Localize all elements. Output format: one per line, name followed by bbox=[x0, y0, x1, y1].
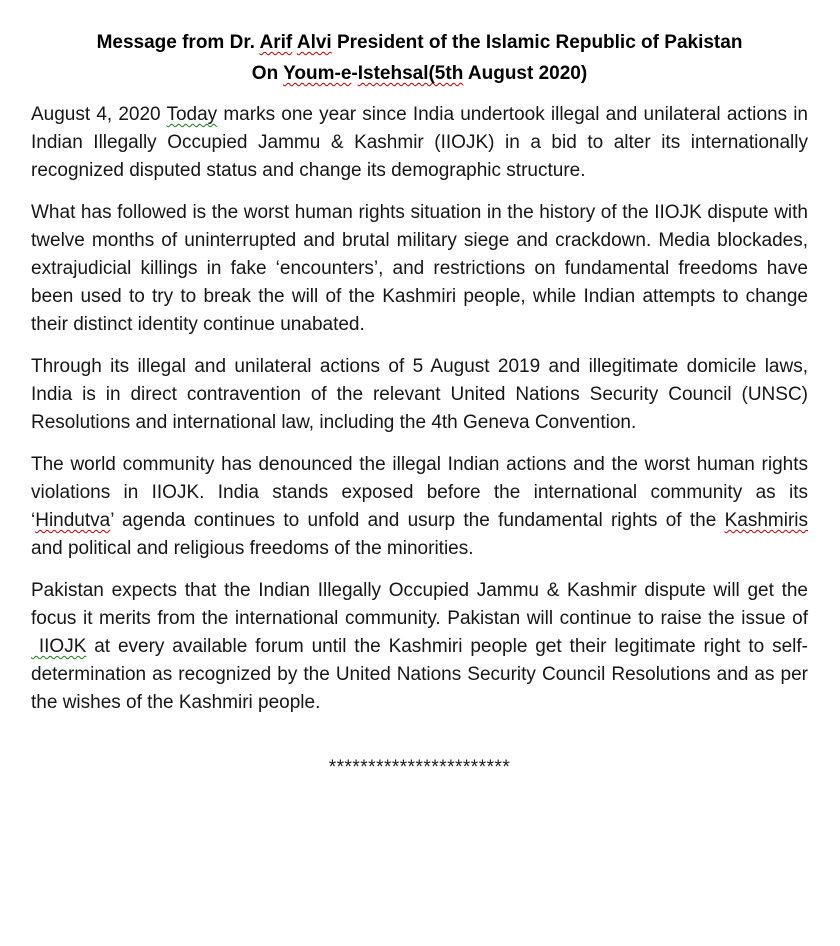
paragraph-1 bbox=[31, 101, 808, 185]
text-run: Through its illegal and unilateral actions of 5 August 2019 and illegitimate domicile laws, India is in direct contravention of the relevant United Nations Security Council (UNSC) Resolutions and international law, including the 4th Geneva Convention. bbox=[31, 356, 808, 433]
document-title bbox=[31, 27, 808, 89]
text-run: Pakistan expects that the Indian Illegally Occupied Jammu & Kashmir dispute will get the focus it merits from the international community. Pakistan will continue to raise the issue of bbox=[31, 580, 808, 629]
paragraph-3 bbox=[31, 353, 808, 437]
grammar-marked-word: IIOJK bbox=[31, 636, 87, 657]
title-line-1 bbox=[31, 27, 808, 58]
spellcheck-marked-word: Youm-e bbox=[283, 63, 352, 84]
text-run: ’ agenda continues to unfold and usurp the fundamental rights of the bbox=[110, 510, 725, 531]
spellcheck-marked-word: Arif bbox=[259, 32, 293, 53]
spellcheck-marked-word: Istehsal(5th bbox=[357, 63, 464, 84]
spellcheck-marked-word: Hindutva bbox=[35, 510, 111, 531]
text-run: marks one year since India undertook illegal and unilateral actions in Indian Illegally Occupied Jammu & Kashmir (IIOJK) in a bid to alter its internationally recognized disputed status and change its demographic structure. bbox=[31, 104, 808, 181]
text-run: and political and religious freedoms of the minorities. bbox=[31, 538, 474, 559]
paragraph-2 bbox=[31, 199, 808, 339]
text-run: - bbox=[351, 63, 358, 84]
title-line-2 bbox=[31, 58, 808, 89]
text-run: On bbox=[251, 63, 284, 84]
text-run: What has followed is the worst human rights situation in the history of the IIOJK dispute with twelve months of uninterrupted and brutal military siege and crackdown. Media blockades, extrajudicial killings in fake ‘encounters’, and restrictions on fundamental freedoms have been used to try to break the will of the Kashmiri people, while Indian attempts to change their distinct identity continue unabated. bbox=[31, 202, 808, 335]
separator-asterisks: *********************** bbox=[328, 757, 511, 778]
text-run: Message from Dr. bbox=[96, 32, 260, 53]
paragraph-5 bbox=[31, 577, 808, 717]
spellcheck-marked-word: Kashmiris bbox=[724, 510, 808, 531]
spellcheck-marked-word: Alvi bbox=[296, 32, 332, 53]
paragraph-4 bbox=[31, 451, 808, 563]
text-run: at every available forum until the Kashmiri people get their legitimate right to self-determination as recognized by the United Nations Security Council Resolutions and as per the wishes of the Kashmiri people. bbox=[31, 636, 808, 713]
text-run: August 2020) bbox=[463, 63, 588, 84]
text-run: August 4, 2020 bbox=[31, 104, 167, 125]
grammar-marked-word: Today bbox=[166, 104, 218, 125]
text-run: President of the Islamic Republic of Pakistan bbox=[331, 32, 743, 53]
text-run: The world community has denounced the illegal Indian actions and the worst human rights violations in IIOJK. India stands exposed before the international community as its ‘ bbox=[31, 454, 808, 531]
